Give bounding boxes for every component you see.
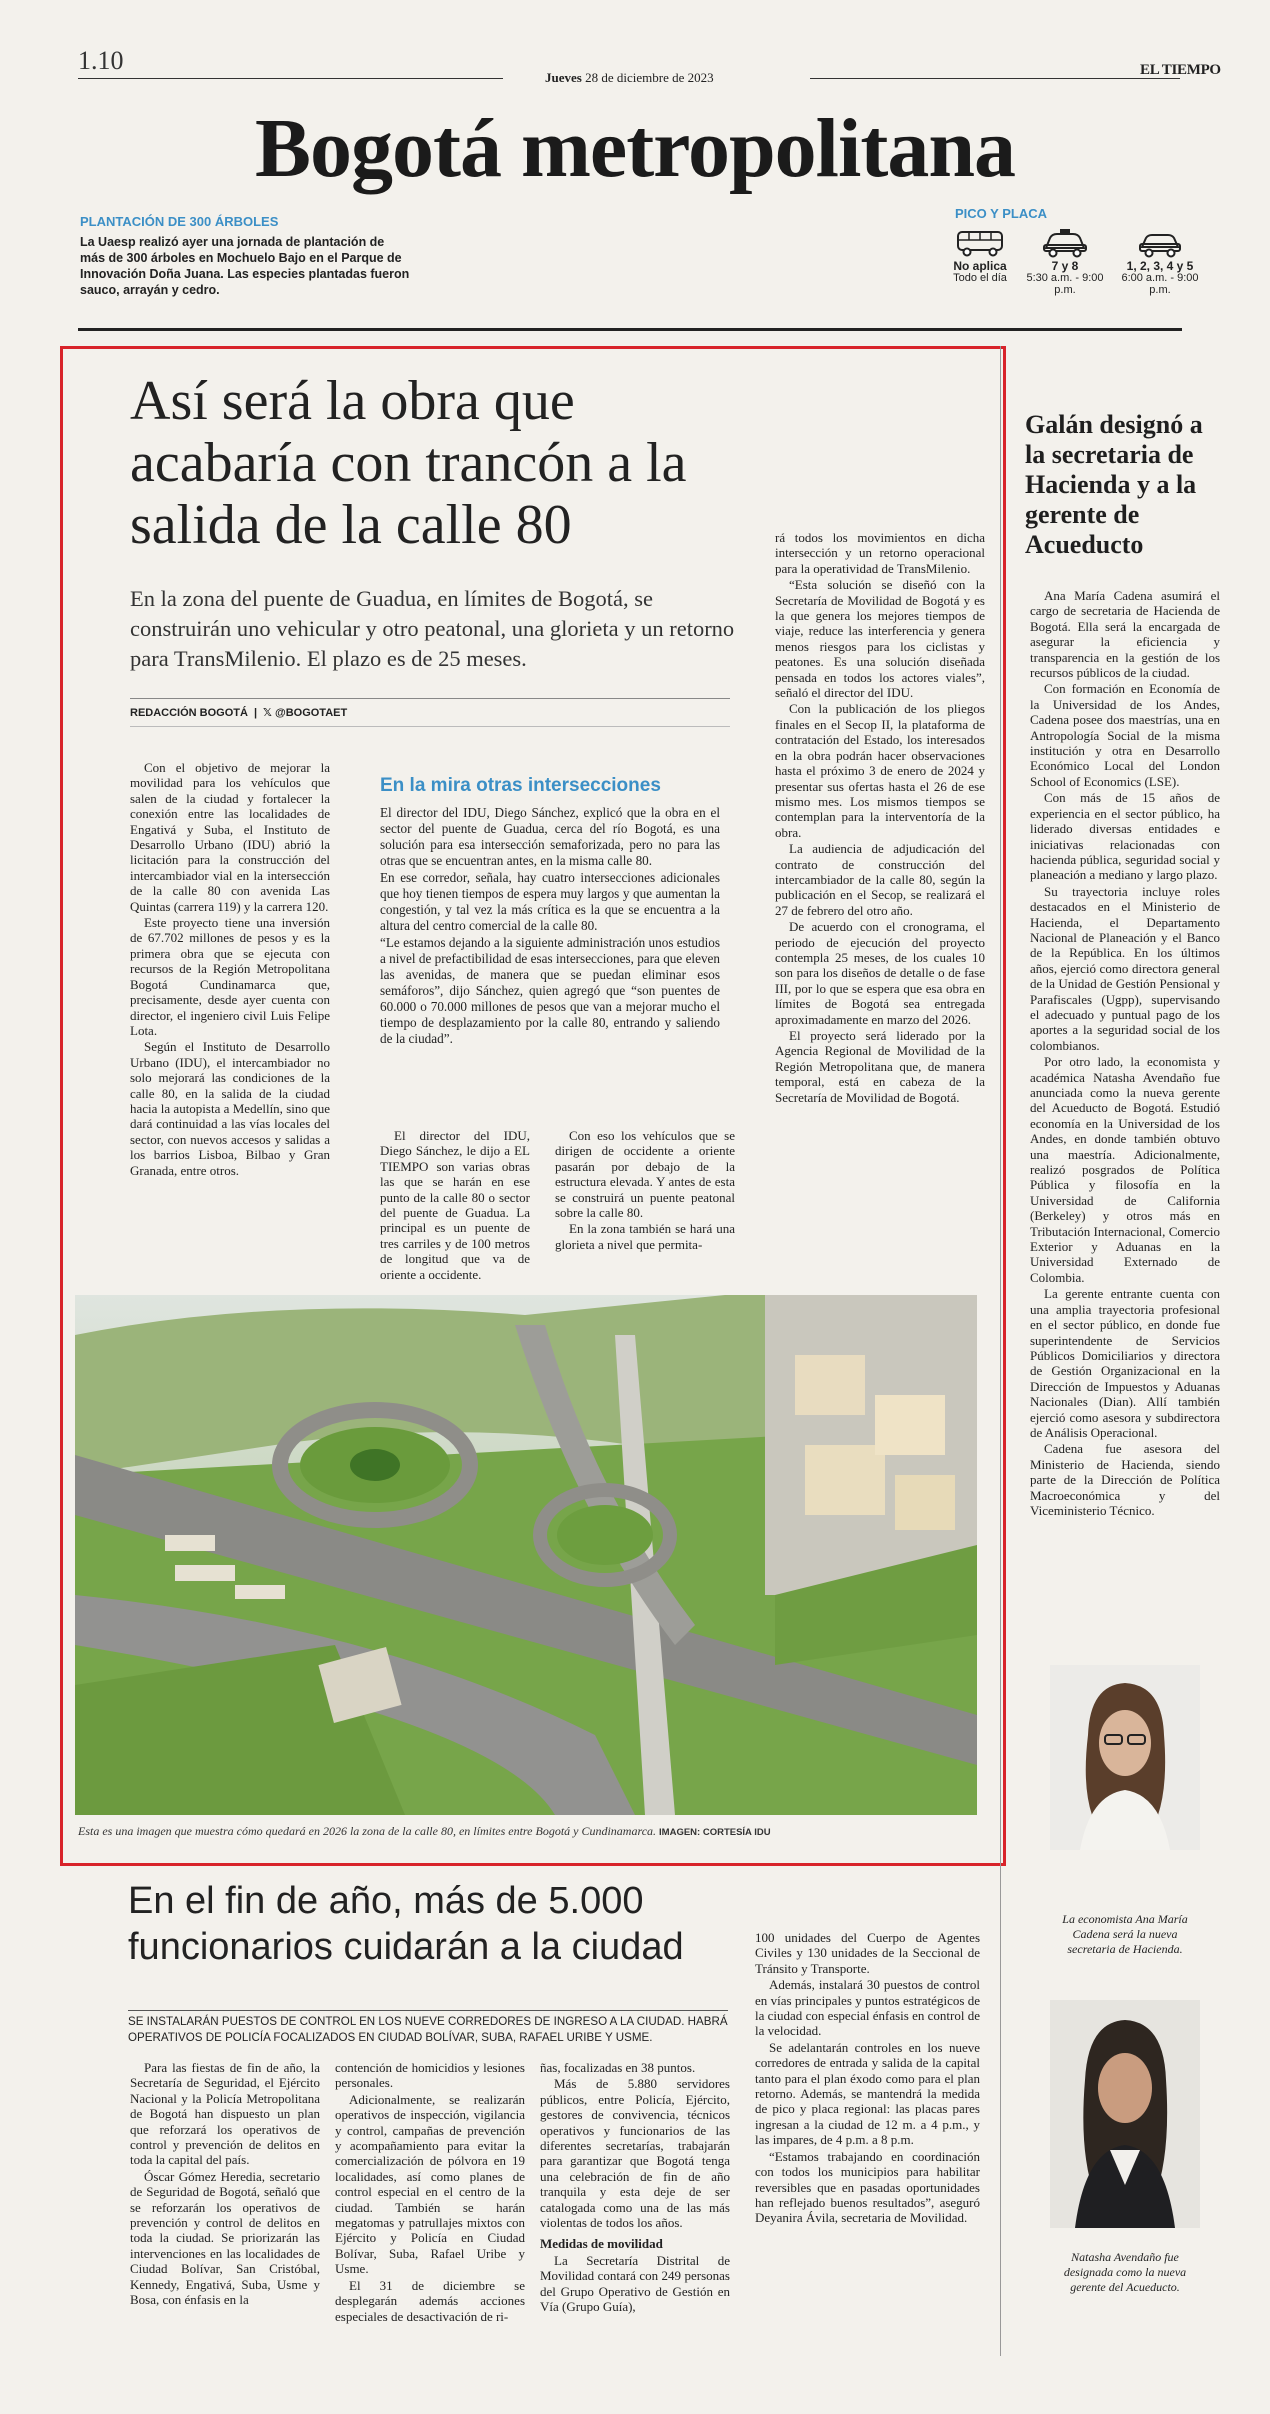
main-headline: Así será la obra que acabaría con trancón a la salida de la calle 80 (130, 370, 687, 556)
header-rule-right (810, 78, 1180, 79)
photo-caption (78, 1824, 978, 1839)
column-divider (1000, 346, 1001, 2356)
pico-y-placa-taxi (1020, 228, 1110, 296)
paragraph: Se adelantarán controles en los nueve corredores de entrada y salida de la capital tanto para el plan éxodo como para el plan retorno. Además, se mantendrá la medida de pico y placa regional: las placas pares ingresan a la ciudad de 12 m. a 4 p.m., y las impares, de 4 p.m. a 8 p.m. (755, 2039, 980, 2148)
portrait-caption-2: Natasha Avendaño fue designada como la nueva gerente del Acueducto. (1063, 2250, 1187, 2294)
portrait-ana-maria-cadena (1050, 1665, 1200, 1850)
byline-author: REDACCIÓN BOGOTÁ (130, 707, 248, 719)
paragraph: Con más de 15 años de experiencia en el sector público, ha liderado diversas entidades e iniciativas relacionadas con hacienda pública, seguridad social y planeación a mediano y largo plazo. (1030, 790, 1220, 883)
main-column-a (380, 1128, 530, 1283)
second-deck: SE INSTALARÁN PUESTOS DE CONTROL EN LOS NUEVE CORREDORES DE INGRESO A LA CIUDAD. HABRÁ OPERATIVOS DE POLICÍA FOCALIZADOS EN CIUDAD BOLÍVAR, SUBA, RAFAEL URIBE Y USME. (128, 2010, 728, 2046)
main-intro-column (130, 760, 330, 1179)
paragraph: La audiencia de adjudicación del contrato de construcción del intercambiador de la calle 80, según la publicación en el Secop, se realizará el 27 de febrero del otro año. (775, 841, 985, 918)
second-column-1 (130, 2060, 320, 2309)
pico-y-placa-car (1110, 228, 1210, 296)
paragraph: En ese corredor, señala, hay cuatro intersecciones adicionales que hoy tienen tiempos de espera muy largos y que aumentan la congestión, y tal vez la más crítica es la que se encuentra a la altura del centro comercial de la calle 80. (380, 870, 720, 933)
car-icon (1135, 228, 1185, 258)
paragraph: Óscar Gómez Heredia, secretario de Seguridad de Bogotá, señaló que se reforzarán los operativos de prevención y control de delitos en toda la ciudad. Se priorizarán las intervenciones en las localidades de Ciudad Bolívar, San Cristóbal, Kennedy, Engativá, Suba, Usme y Bosa, con énfasis en la (130, 2168, 320, 2308)
paragraph: Con el objetivo de mejorar la movilidad para los vehículos que salen de la ciudad y fortalecer la conexión entre las localidades de Engativá y Suba, el Instituto de Desarrollo Urbano (IDU) abrió la licitación para la construcción del intercambiador vial en la intersección de la calle 80 con avenida Las Quintas (carrera 119) y la carrera 120. (130, 760, 330, 914)
paragraph: Con la publicación de los pliegos finales en el Secop II, la plataforma de contratación del Estado, los interesados en la obra podrán hacer observaciones hasta el próximo 3 de enero de 2024 y presentar sus ofertas hasta el 26 de ese mismo mes. Los mismos tiempos se contemplan para la interventoría de la obra. (775, 701, 985, 840)
portrait-natasha-avendano (1050, 2000, 1200, 2228)
brief-text: La Uaesp realizó ayer una jornada de plantación de más de 300 árboles en Mochuelo Bajo en el Parque de Innovación Doña Juana. Las especies plantadas fueron sauco, arrayán y cedro. (80, 235, 410, 297)
paragraph: La gerente entrante cuenta con una amplia trayectoria profesional en el sector público, en donde fue superintendente de Servicios Públicos Domiciliarios y directora de Gestión Organizacional en la Dirección de Impuestos y Aduanas Nacionales (Dian). Allí también ejerció como asesora y subdirectora de Análisis Operacional. (1030, 1286, 1220, 1440)
paragraph: Ana María Cadena asumirá el cargo de secretaria de Hacienda de Bogotá. Ella será la encargada de asegurar la eficiencia y transparencia en la gestión de los recursos públicos de la ciudad. (1030, 588, 1220, 681)
paragraph: rá todos los movimientos en dicha intersección y un retorno operacional para la operatividad de TransMilenio. (775, 530, 985, 576)
paragraph: Su trayectoria incluye roles destacados en el Ministerio de Hacienda, el Departamento Nacional de Planeación y el Banco de la República. En los últimos años, ejerció como directora general de la Unidad de Gestión Pensional y Parafiscales (Ugpp), supervisando el adecuado y puntual pago de los aportes a la seguridad social de los colombianos. (1030, 883, 1220, 1053)
paragraph: contención de homicidios y lesiones personales. (335, 2060, 525, 2091)
paragraph: De acuerdo con el cronograma, el periodo de ejecución del proyecto contempla 25 meses, de los cuales 10 son para los diseños de detalle o de fase III, por lo que se espera que esa obra en límites de Bogotá sea entregada aproximadamente en marzo del 2026. (775, 919, 985, 1027)
paragraph: Además, instalará 30 puestos de control en vías principales y puntos estratégicos de la ciudad con especial énfasis en control de la velocidad. (755, 1977, 980, 2039)
taxi-icon (1040, 228, 1090, 258)
paragraph: ñas, focalizadas en 38 puntos. (540, 2060, 696, 2075)
photo-caption-text: Esta es una imagen que muestra cómo quedará en 2026 la zona de la calle 80, en límites entre Bogotá y Cundinamarca. (78, 1824, 657, 1838)
second-headline: En el fin de año, más de 5.000 funcionarios cuidarán a la ciudad (128, 1880, 684, 1968)
section-title: Bogotá metropolitana (254, 102, 1016, 195)
paragraph: El 31 de diciembre se desplegarán además acciones especiales de desactivación de ri- (335, 2277, 525, 2324)
paragraph: El director del IDU, Diego Sánchez, le dijo a EL TIEMPO son varias obras las que se harán en ese punto de la calle 80 o sector del puente de Guadua. La principal es un puente de tres carriles y de 100 metros de longitud que va de oriente a occidente. (380, 1128, 530, 1282)
bus-icon (955, 228, 1005, 258)
taxi-hours: 5:30 a.m. - 9:00 p.m. (1026, 272, 1104, 296)
paragraph: Para las fiestas de fin de año, la Secretaría de Seguridad, el Ejército Nacional y la Policía Metropolitana de Bogotá han dispuesto un plan que reforzará los operativos de control y prevención de delitos en toda la capital del país. (130, 2060, 320, 2168)
paragraph: Por otro lado, la economista y académica Natasha Avendaño fue anunciada como la nueva gerente del Acueducto de Bogotá. Estudió economía en la Universidad de los Andes, en donde también obtuvo una maestría. Adicionalmente, realizó posgrados de Política Pública y filosofía en la Universidad de California (Berkeley) y otros más en Tributación Internacional, Comercio Exterior y Aduanas en la Universidad Externado de Colombia. (1030, 1054, 1220, 1285)
sidebar-body (380, 805, 720, 1048)
main-deck: En la zona del puente de Guadua, en límites de Bogotá, se construirán uno vehicular y otro peatonal, una glorieta y un retorno para TransMilenio. El plazo es de 25 meses. (130, 586, 735, 671)
page-number: 1.10 (78, 46, 124, 75)
paragraph: La Secretaría Distrital de Movilidad contará con 249 personas del Grupo Operativo de Gestión en Vía (Grupo Guía), (540, 2252, 730, 2315)
brief-title: PLANTACIÓN DE 300 ÁRBOLES (80, 214, 279, 229)
x-icon: 𝕏 (263, 707, 272, 719)
paragraph: El proyecto será liderado por la Agencia Regional de Movilidad de la Región Metropolitana que, de manera temporal, está en cabeza de la Secretaría de Movilidad de Bogotá. (775, 1028, 985, 1105)
paragraph: “Le estamos dejando a la siguiente administración unos estudios a nivel de prefactibilidad de esas intersecciones, para que eleven las avenidas, de manera que se puedan eliminar esos semáforos”, dijo Sánchez, quien agregó que “son puentes de 60.000 o 70.000 millones de pesos que van a mejorar mucho el tiempo de desplazamiento por la calle 80, entrando y saliendo de la ciudad”. (380, 935, 720, 1046)
right-article-body (1030, 588, 1220, 1519)
second-column-3 (540, 2060, 730, 2316)
paragraph: El director del IDU, Diego Sánchez, explicó que la obra en el sector del puente de Guadua, cerca del río Bogotá, es una solución para esa intersección semaforizada, pero no para las otras que se encuentran antes, en la misma calle 80. (380, 805, 720, 868)
paragraph: Este proyecto tiene una inversión de 67.702 millones de pesos y es la primera obra que se ejecuta con recursos de la Región Metropolitana Bogotá Cundinamarca que, precisamente, desde ayer cuenta con director, el ingeniero civil Luis Felipe Lota. (130, 915, 330, 1038)
issue-date-day: Jueves (545, 70, 582, 85)
main-column-b (555, 1128, 735, 1253)
header-divider (78, 328, 1182, 331)
byline: REDACCIÓN BOGOTÁ | 𝕏 @BOGOTAET (130, 698, 730, 727)
byline-handle: @BOGOTAET (274, 707, 348, 719)
bus-hours: Todo el día (953, 272, 1007, 284)
interchange-rendering-image (75, 1295, 977, 1815)
header-rule-left (78, 78, 503, 79)
car-hours: 6:00 a.m. - 9:00 p.m. (1121, 272, 1199, 296)
paragraph: Adicionalmente, se realizarán operativos de inspección, vigilancia y control, campañas de prevención y acompañamiento para evitar la comercialización de pólvora en 19 localidades, así como planes de control especial en el centro de la ciudad. También se harán megatomas y patrullajes mixtos con Ejército y Policía en Ciudad Bolívar, Suba, Rafael Uribe y Usme. (335, 2091, 525, 2277)
paragraph: Con eso los vehículos que se dirigen de occidente a oriente pasarán por debajo de la estructura elevada. Y antes de esta se construirá un puente peatonal sobre la calle 80. (555, 1128, 735, 1221)
subhead: Medidas de movilidad (540, 2236, 663, 2252)
bus-digits: No aplica (953, 259, 1007, 273)
second-column-2 (335, 2060, 525, 2325)
paragraph: 100 unidades del Cuerpo de Agentes Civiles y 130 unidades de la Seccional de Tránsito y Transporte. (755, 1930, 980, 1976)
paragraph: “Esta solución se diseñó con la Secretaría de Movilidad de Bogotá y es la que genera los mejores tiempos de viaje, reduce las interferencia y genera menos riesgos para los ciclistas y peatones. Es una solución diseñada pensada en todos los actores viales”, señaló el director del IDU. (775, 577, 985, 701)
paragraph: Cadena fue asesora del Ministerio de Hacienda, siendo parte de la Dirección de Política Macroeconómica y del Viceministerio Técnico. (1030, 1441, 1220, 1518)
paragraph: “Estamos trabajando en coordinación con todos los municipios para habilitar reversibles que en pasadas oportunidades han reflejado buenos resultados”, aseguró Deyanira Ávila, secretaria de Movilidad. (755, 2148, 980, 2226)
portrait-caption-1: La economista Ana María Cadena será la nueva secretaria de Hacienda. (1062, 1912, 1188, 1956)
photo-credit: IMAGEN: CORTESÍA IDU (659, 1827, 771, 1838)
issue-date-rest: 28 de diciembre de 2023 (585, 70, 714, 85)
main-column-right (775, 530, 985, 1106)
pico-y-placa-bus (945, 228, 1015, 284)
newspaper-brand: EL TIEMPO (1140, 62, 1221, 78)
paragraph: Según el Instituto de Desarrollo Urbano (IDU), el intercambiador no solo mejorará las condiciones de la calle 80, en la salida de la ciudad hacia la autopista a Medellín, sino que dará continuidad a las vías locales del sector, con nuevos accesos y salidas a los barrios Lisboa, Bilbao y Gran Granada, entre otros. (130, 1039, 330, 1178)
car-digits: 1, 2, 3, 4 y 5 (1126, 259, 1194, 273)
pico-y-placa-title: PICO Y PLACA (955, 206, 1047, 221)
issue-date (545, 70, 714, 86)
paragraph: Con formación en Economía de la Universidad de los Andes, Cadena posee dos maestrías, una en Antropología Social de la misma institución y otra en Desarrollo Económico Local del London School of Economics (LSE). (1030, 681, 1220, 789)
right-headline: Galán designó a la secretaria de Hacienda y a la gerente de Acueducto (1025, 410, 1203, 559)
second-column-4 (755, 1930, 980, 2227)
paragraph: En la zona también se hará una glorieta a nivel que permita- (555, 1221, 735, 1252)
taxi-digits: 7 y 8 (1051, 259, 1079, 273)
paragraph: Más de 5.880 servidores públicos, entre Policía, Ejército, gestores de convivencia, técnicos operativos y funcionarios de las diferentes secretarías, trabajarán para garantizar que Bogotá tenga una celebración de fin de año tranquila y esta deje de ser catalogada como una de las más violentas de todos los años. (540, 2076, 730, 2231)
sidebar-title: En la mira otras intersecciones (380, 775, 661, 796)
